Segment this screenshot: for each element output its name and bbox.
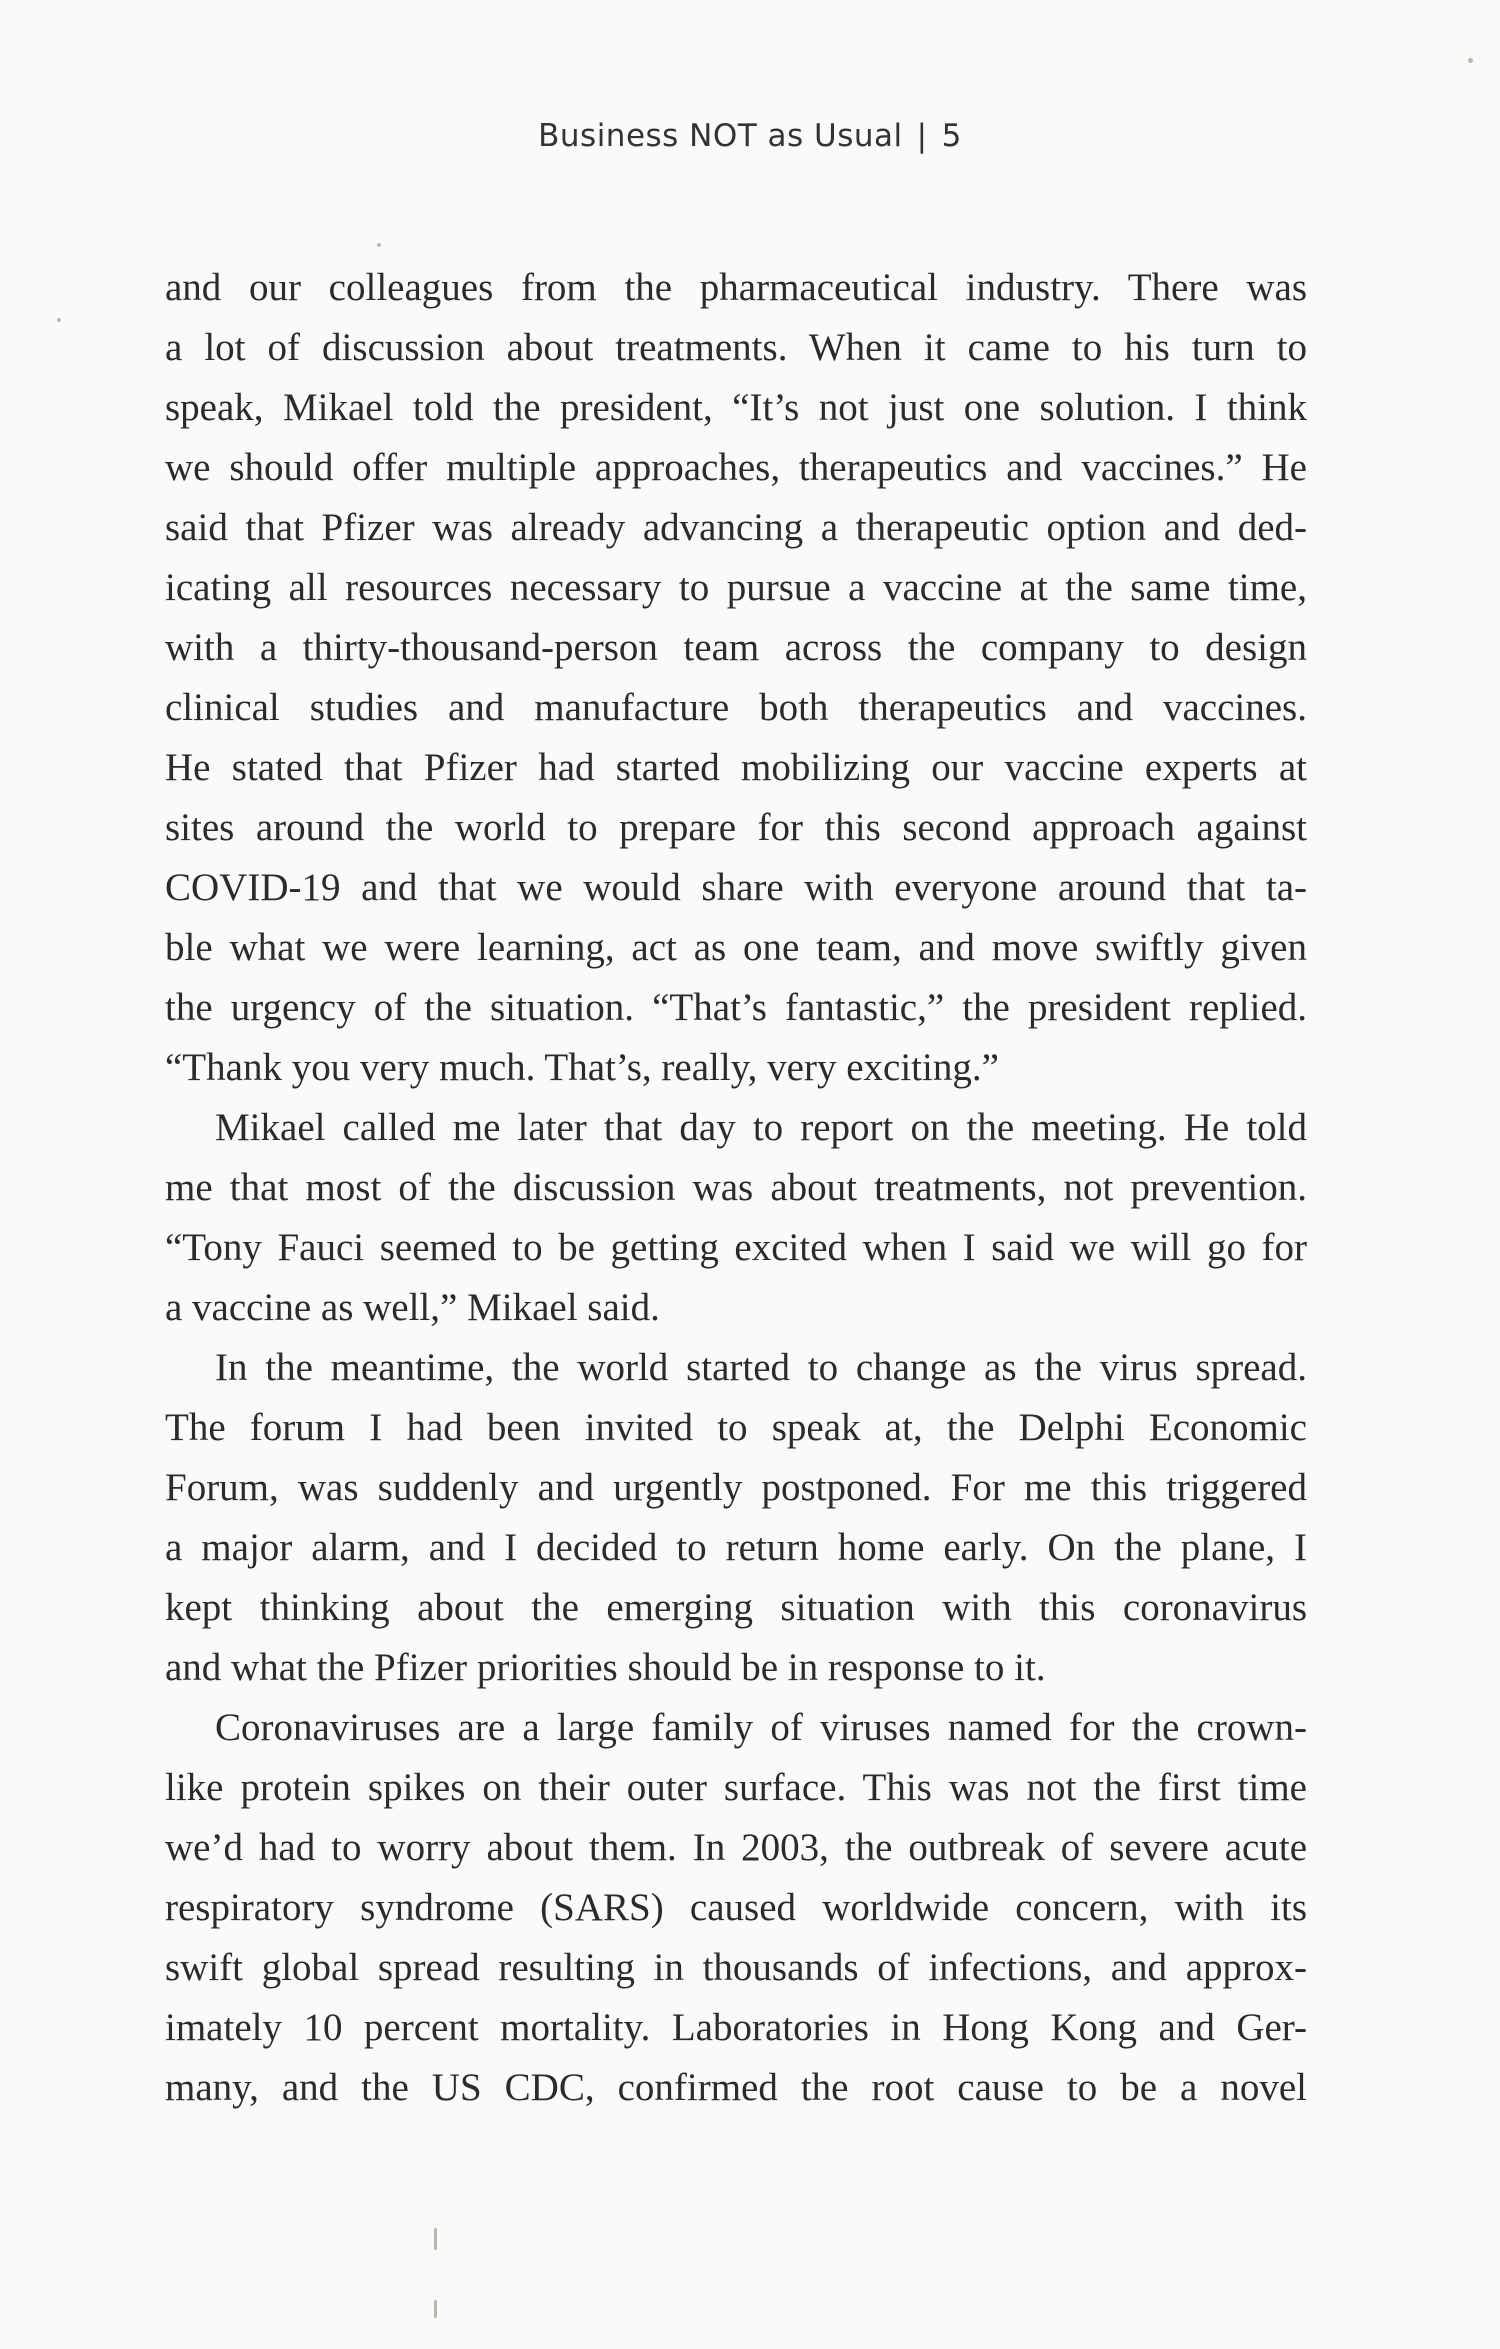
text-line: clinical studies and manufacture both therapeutics and vaccines.: [165, 686, 1307, 729]
text-line: a vaccine as well,” Mikael said.: [165, 1286, 660, 1329]
scan-speck: [57, 318, 61, 322]
text-line: kept thinking about the emerging situation with this coronavirus: [165, 1586, 1307, 1629]
text-line: sites around the world to prepare for this second approach against: [165, 806, 1307, 849]
text-line: The forum I had been invited to speak at, the Delphi Economic: [165, 1406, 1307, 1449]
text-line: ble what we were learning, act as one team, and move swiftly given: [165, 926, 1307, 969]
text-line: a major alarm, and I decided to return home early. On the plane, I: [165, 1526, 1307, 1569]
text-line: icating all resources necessary to pursue a vaccine at the same time,: [165, 566, 1307, 609]
paragraph-1: [165, 258, 1307, 1098]
text-line: with a thirty-thousand-person team across the company to design: [165, 626, 1307, 669]
text-line: like protein spikes on their outer surface. This was not the first time: [165, 1766, 1307, 1809]
text-line: we’d had to worry about them. In 2003, the outbreak of severe acute: [165, 1826, 1307, 1869]
text-line: and our colleagues from the pharmaceutical industry. There was: [165, 266, 1307, 309]
text-line: “Thank you very much. That’s, really, very exciting.”: [165, 1046, 999, 1089]
text-line: we should offer multiple approaches, therapeutics and vaccines.” He: [165, 446, 1307, 489]
text-line: me that most of the discussion was about treatments, not prevention.: [165, 1166, 1307, 1209]
text-line: Mikael called me later that day to report on the meeting. He told: [215, 1106, 1307, 1149]
text-line: the urgency of the situation. “That’s fantastic,” the president replied.: [165, 986, 1307, 1029]
text-line: many, and the US CDC, confirmed the root cause to be a novel: [165, 2066, 1307, 2109]
text-line: imately 10 percent mortality. Laboratories in Hong Kong and Ger-: [165, 2006, 1307, 2049]
body-text: [165, 258, 1307, 2118]
paragraph-3: [165, 1338, 1307, 1698]
header-title: Business NOT as Usual: [538, 118, 903, 154]
paragraph-2: [165, 1098, 1307, 1338]
text-line: speak, Mikael told the president, “It’s not just one solution. I think: [165, 386, 1307, 429]
text-line: In the meantime, the world started to change as the virus spread.: [215, 1346, 1307, 1389]
scan-speck: [434, 2300, 437, 2318]
paragraph-4: [165, 1698, 1307, 2118]
running-header: [0, 118, 1500, 154]
text-line: He stated that Pfizer had started mobilizing our vaccine experts at: [165, 746, 1307, 789]
scan-speck: [377, 243, 381, 247]
text-line: said that Pfizer was already advancing a therapeutic option and ded-: [165, 506, 1307, 549]
header-separator: |: [916, 118, 928, 154]
text-line: COVID-19 and that we would share with everyone around that ta-: [165, 866, 1307, 909]
page-number: 5: [941, 118, 962, 154]
text-line: Coronaviruses are a large family of viruses named for the crown-: [215, 1706, 1307, 1749]
text-line: respiratory syndrome (SARS) caused worldwide concern, with its: [165, 1886, 1307, 1929]
text-line: and what the Pfizer priorities should be in response to it.: [165, 1646, 1046, 1689]
scan-speck: [434, 2228, 437, 2250]
text-line: Forum, was suddenly and urgently postponed. For me this triggered: [165, 1466, 1307, 1509]
text-line: “Tony Fauci seemed to be getting excited when I said we will go for: [165, 1226, 1307, 1269]
scan-speck: [1468, 58, 1473, 63]
text-line: swift global spread resulting in thousands of infections, and approx-: [165, 1946, 1307, 1989]
text-line: a lot of discussion about treatments. When it came to his turn to: [165, 326, 1307, 369]
